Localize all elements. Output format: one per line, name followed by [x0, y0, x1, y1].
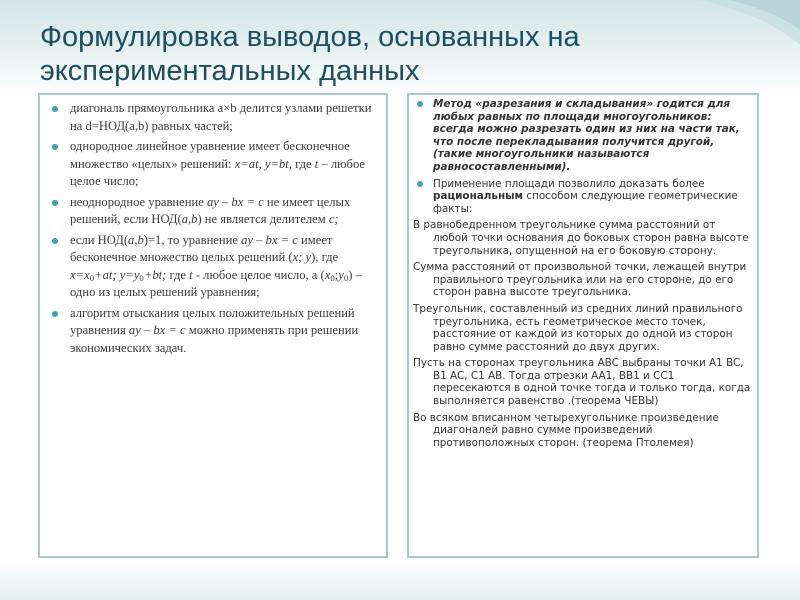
footer-band [0, 560, 800, 600]
bullet-icon [52, 106, 58, 112]
bullet-icon [52, 238, 58, 244]
conclusions-list [46, 100, 380, 357]
list-item: если НОД(a,b)=1, то уравнение ay – bx = c имеет бесконечное множество целых решений (x; y), где $x=x_0+at$; $y=y_0+bt$; где t - любое целое число, а $(x_0;y_0)$ – одно из целых решений уравнения; [46, 232, 380, 302]
list-item: алгоритм отыскания целых положительных решений уравнения ay – bx = c можно применять при решении экономических задач. [46, 305, 380, 358]
fact-paragraph: Сумма расстояний от произвольной точки, лежащей внутри правильного треугольника или на его стороне, до его сторон равна высоте треугольника. [413, 261, 747, 299]
list-item: однородное линейное уравнение имеет бесконечное множество «целых» решений: x=at, y=bt, где t – любое целое число; [46, 138, 380, 191]
bullet-icon [417, 101, 423, 107]
method-item: Метод «разрезания и складывания» годится для любых равных по площади многоугольников: всегда можно разрезать один из них на части так, что после перекладывания получится другой, (такие многоугольники называются равносоставленными). [413, 98, 753, 174]
area-item: Применение площади позволило доказать более рациональным способом следующие геометрические факты: [413, 178, 753, 216]
list-item: диагональ прямоугольника a×b делится узлами решетки на d=НОД(a,b) равных частей; [46, 100, 380, 135]
bullet-icon [52, 144, 58, 150]
slide-title: Формулировка выводов, основанных на экспериментальных данных [40, 21, 580, 87]
fact-paragraph: Пусть на сторонах треугольника ABC выбраны точки A1 BC, B1 AC, C1 AB. Тогда отрезки AA1, BB1 и CC1 пересекаются в одной точке тогда и только тогда, когда выполняется равенство .(теорема ЧЕВЫ) [413, 357, 751, 408]
fact-paragraph: В равнобедренном треугольнике сумма расстояний от любой точки основания до боковых сторон равна высоте треугольника, опущенной на его боковую сторону. [413, 219, 749, 257]
right-panel [407, 93, 759, 558]
fact-paragraph: Треугольник, составленный из средних линий правильного треугольника, есть геометрическое место точек, расстояние от каждой из которых до одной из сторон равно сумме расстояний до двух других. [413, 302, 743, 353]
fact-paragraph: Во всяком вписанном четырехугольнике произведение диагоналей равно сумме произведений противоположных сторон. (теорема Птолемея) [413, 411, 719, 449]
bullet-icon [417, 181, 423, 187]
bullet-icon [52, 311, 58, 317]
bullet-icon [52, 200, 58, 206]
left-panel [38, 93, 388, 558]
list-item: неоднородное уравнение ay – bx = c не имеет целых решений, если НОД(a,b) не является делителем c; [46, 194, 380, 229]
